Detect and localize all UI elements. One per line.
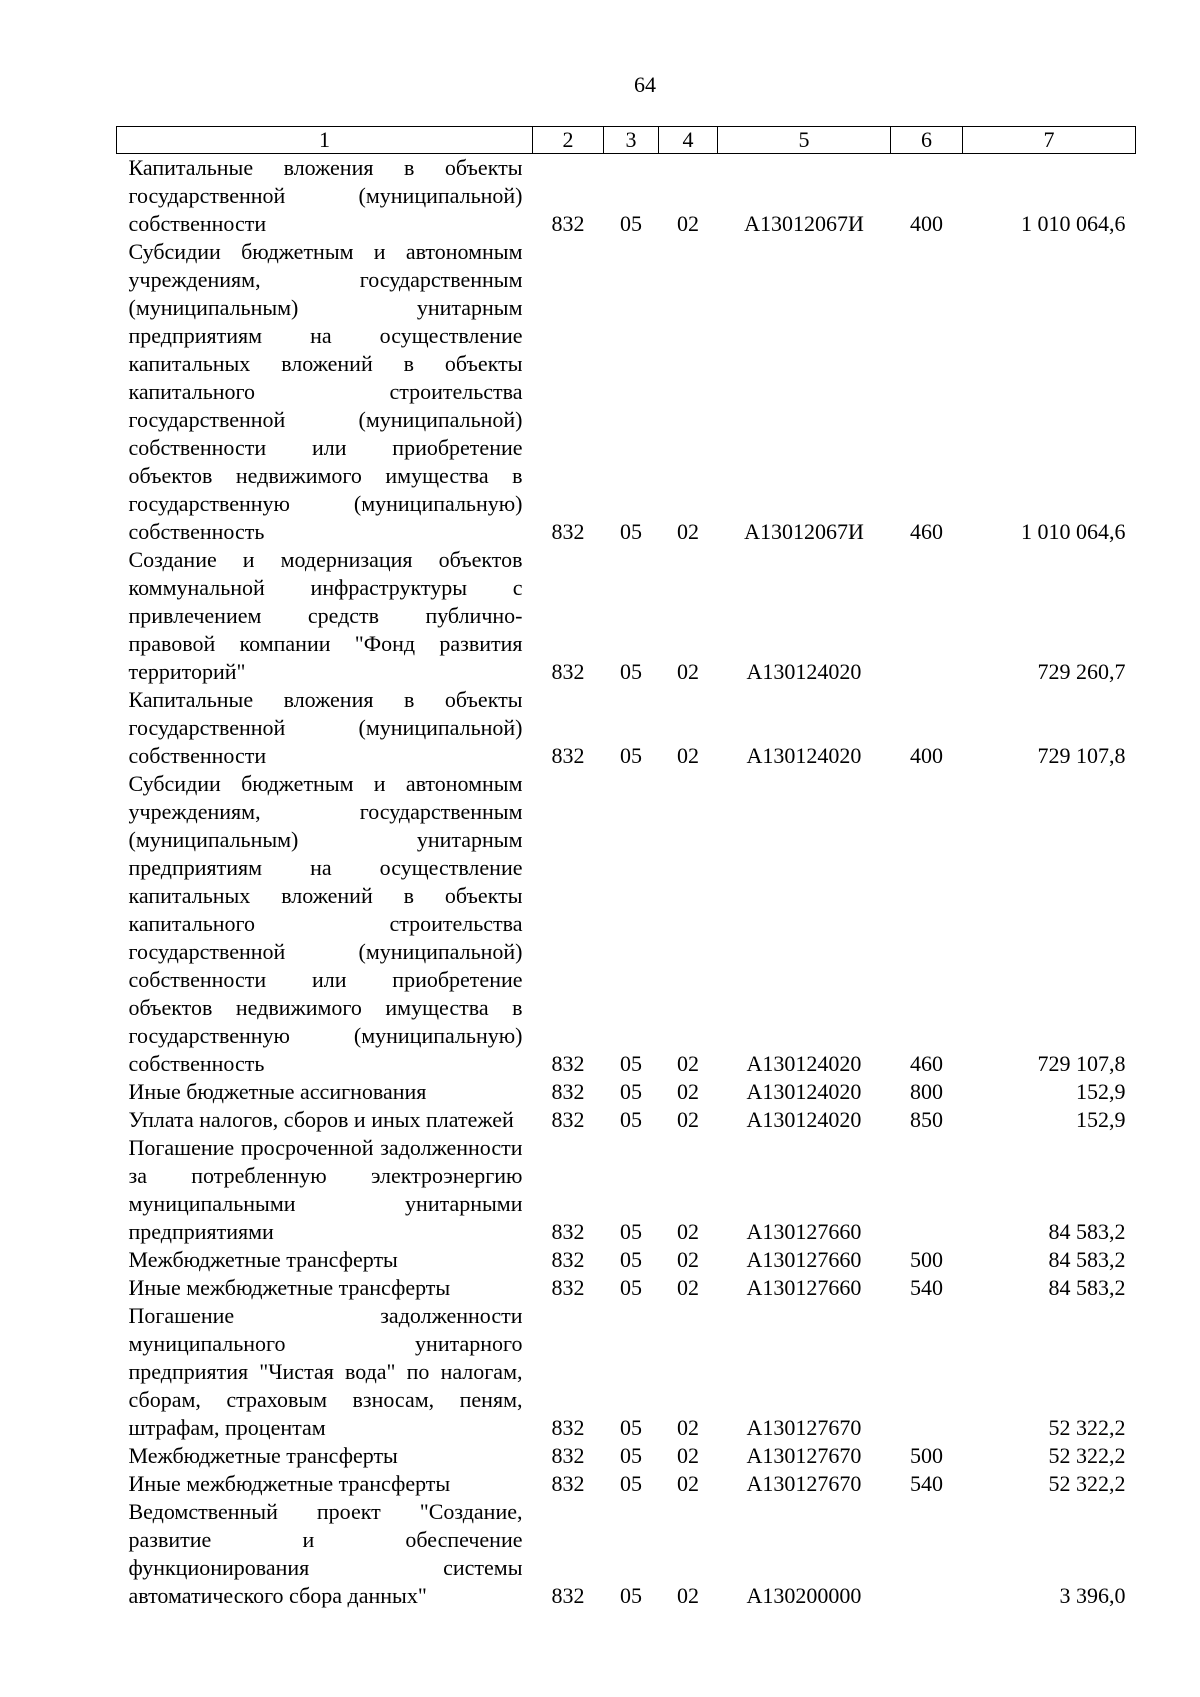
row-subsection: 02 — [677, 211, 699, 236]
row-expense-type: 800 — [910, 1079, 943, 1104]
row-section: 05 — [620, 1583, 642, 1608]
row-code: 832 — [551, 519, 585, 544]
row-code: 832 — [551, 1107, 585, 1132]
row-name: Субсидии бюджетным и автономным учреждениям, государственным (муниципальным) унитарным предприятиям на осуществление капитальных вложений в объекты капитального строительства государственной (муниципальной) собственности или приобретение объектов недвижимого имущества в государственную (муниципальную) собственность — [128, 239, 523, 544]
row-section: 05 — [620, 1079, 642, 1104]
row-subsection: 02 — [677, 1247, 699, 1272]
row-name: Иные бюджетные ассигнования — [128, 1079, 427, 1104]
row-amount: 1 010 064,6 — [1021, 519, 1126, 544]
row-amount: 3 396,0 — [1059, 1583, 1126, 1608]
header-col-1: 1 — [117, 127, 533, 154]
row-code: 832 — [551, 1471, 585, 1496]
table-row — [117, 1246, 1136, 1274]
row-target-item: А130200000 — [746, 1583, 862, 1608]
table-body — [117, 154, 1136, 1611]
table-row — [117, 1106, 1136, 1134]
row-subsection: 02 — [677, 1107, 699, 1132]
row-target-item: А130124020 — [746, 659, 862, 684]
row-code: 832 — [551, 659, 585, 684]
row-subsection: 02 — [677, 1275, 699, 1300]
row-amount: 729 260,7 — [1037, 659, 1126, 684]
table-row — [117, 1498, 1136, 1610]
row-section: 05 — [620, 1247, 642, 1272]
row-expense-type: 460 — [910, 519, 943, 544]
row-target-item: А130127660 — [746, 1247, 862, 1272]
row-amount: 52 322,2 — [1048, 1443, 1126, 1468]
row-name: Уплата налогов, сборов и иных платежей — [128, 1107, 514, 1132]
header-col-6: 6 — [891, 127, 963, 154]
header-col-4: 4 — [659, 127, 718, 154]
header-row — [117, 127, 1136, 154]
row-code: 832 — [551, 1583, 585, 1608]
row-subsection: 02 — [677, 1443, 699, 1468]
table-row — [117, 154, 1136, 239]
row-amount: 52 322,2 — [1048, 1415, 1126, 1440]
row-target-item: А130127660 — [746, 1275, 862, 1300]
table-row — [117, 686, 1136, 770]
row-code: 832 — [551, 1219, 585, 1244]
row-name: Иные межбюджетные трансферты — [128, 1275, 451, 1300]
row-code: 832 — [551, 1443, 585, 1468]
row-expense-type — [891, 1498, 963, 1610]
row-target-item: А130127670 — [746, 1471, 862, 1496]
row-section: 05 — [620, 1415, 642, 1440]
row-expense-type: 540 — [910, 1275, 943, 1300]
table-row — [117, 770, 1136, 1078]
row-code: 832 — [551, 1275, 585, 1300]
row-amount: 729 107,8 — [1037, 1051, 1126, 1076]
row-subsection: 02 — [677, 1219, 699, 1244]
row-name: Субсидии бюджетным и автономным учреждениям, государственным (муниципальным) унитарным предприятиям на осуществление капитальных вложений в объекты капитального строительства государственной (муниципальной) собственности или приобретение объектов недвижимого имущества в государственную (муниципальную) собственность — [128, 771, 523, 1076]
row-name: Создание и модернизация объектов коммунальной инфраструктуры с привлечением средств публично-правовой компании "Фонд развития территорий" — [128, 547, 523, 684]
row-expense-type: 540 — [910, 1471, 943, 1496]
row-subsection: 02 — [677, 1415, 699, 1440]
row-name: Межбюджетные трансферты — [128, 1443, 398, 1468]
row-subsection: 02 — [677, 1471, 699, 1496]
row-code: 832 — [551, 1051, 585, 1076]
row-expense-type: 400 — [910, 743, 943, 768]
row-amount: 1 010 064,6 — [1021, 211, 1126, 236]
header-col-5: 5 — [718, 127, 891, 154]
row-amount: 52 322,2 — [1048, 1471, 1126, 1496]
row-target-item: А13012067И — [744, 519, 864, 544]
row-amount: 152,9 — [1076, 1107, 1126, 1132]
row-expense-type — [891, 546, 963, 686]
row-target-item: А130124020 — [746, 1079, 862, 1104]
budget-table — [116, 126, 1136, 1610]
row-amount: 84 583,2 — [1048, 1219, 1126, 1244]
row-expense-type — [891, 1302, 963, 1442]
row-amount: 84 583,2 — [1048, 1275, 1126, 1300]
row-section: 05 — [620, 743, 642, 768]
row-section: 05 — [620, 659, 642, 684]
row-section: 05 — [620, 1219, 642, 1244]
row-target-item: А130124020 — [746, 743, 862, 768]
row-code: 832 — [551, 1415, 585, 1440]
table-row — [117, 1302, 1136, 1442]
table-row — [117, 546, 1136, 686]
header-col-7: 7 — [963, 127, 1136, 154]
row-subsection: 02 — [677, 1051, 699, 1076]
row-target-item: А130124020 — [746, 1051, 862, 1076]
row-section: 05 — [620, 519, 642, 544]
row-code: 832 — [551, 1079, 585, 1104]
row-name: Погашение задолженности муниципального унитарного предприятия "Чистая вода" по налогам, сборам, страховым взносам, пеням, штрафам, процентам — [128, 1303, 523, 1440]
row-expense-type: 400 — [910, 211, 943, 236]
row-expense-type: 460 — [910, 1051, 943, 1076]
table-row — [117, 238, 1136, 546]
row-subsection: 02 — [677, 1079, 699, 1104]
row-amount: 729 107,8 — [1037, 743, 1126, 768]
row-target-item: А130127670 — [746, 1415, 862, 1440]
row-name: Межбюджетные трансферты — [128, 1247, 398, 1272]
row-name: Капитальные вложения в объекты государственной (муниципальной) собственности — [128, 687, 523, 768]
row-expense-type: 500 — [910, 1247, 943, 1272]
row-section: 05 — [620, 1051, 642, 1076]
table-row — [117, 1274, 1136, 1302]
row-section: 05 — [620, 1107, 642, 1132]
row-expense-type — [891, 1134, 963, 1246]
row-section: 05 — [620, 1471, 642, 1496]
row-subsection: 02 — [677, 659, 699, 684]
table-row — [117, 1470, 1136, 1498]
row-subsection: 02 — [677, 519, 699, 544]
row-code: 832 — [551, 211, 585, 236]
row-target-item: А130124020 — [746, 1107, 862, 1132]
row-name: Иные межбюджетные трансферты — [128, 1471, 451, 1496]
row-code: 832 — [551, 743, 585, 768]
row-expense-type: 850 — [910, 1107, 943, 1132]
header-col-3: 3 — [604, 127, 659, 154]
row-amount: 84 583,2 — [1048, 1247, 1126, 1272]
row-subsection: 02 — [677, 743, 699, 768]
table-header — [117, 127, 1136, 154]
row-section: 05 — [620, 1443, 642, 1468]
row-target-item: А130127660 — [746, 1219, 862, 1244]
row-expense-type: 500 — [910, 1443, 943, 1468]
row-target-item: А13012067И — [744, 211, 864, 236]
table-row — [117, 1078, 1136, 1106]
table-row — [117, 1442, 1136, 1470]
row-name: Ведомственный проект "Создание, развитие и обеспечение функционирования системы автоматического сбора данных" — [128, 1499, 523, 1608]
page-number: 64 — [634, 72, 656, 97]
row-target-item: А130127670 — [746, 1443, 862, 1468]
row-section: 05 — [620, 211, 642, 236]
table-row — [117, 1134, 1136, 1246]
row-amount: 152,9 — [1076, 1079, 1126, 1104]
row-name: Капитальные вложения в объекты государственной (муниципальной) собственности — [128, 155, 523, 236]
header-col-2: 2 — [533, 127, 604, 154]
row-section: 05 — [620, 1275, 642, 1300]
row-name: Погашение просроченной задолженности за потребленную электроэнергию муниципальными унитарными предприятиями — [128, 1135, 523, 1244]
row-code: 832 — [551, 1247, 585, 1272]
row-subsection: 02 — [677, 1583, 699, 1608]
